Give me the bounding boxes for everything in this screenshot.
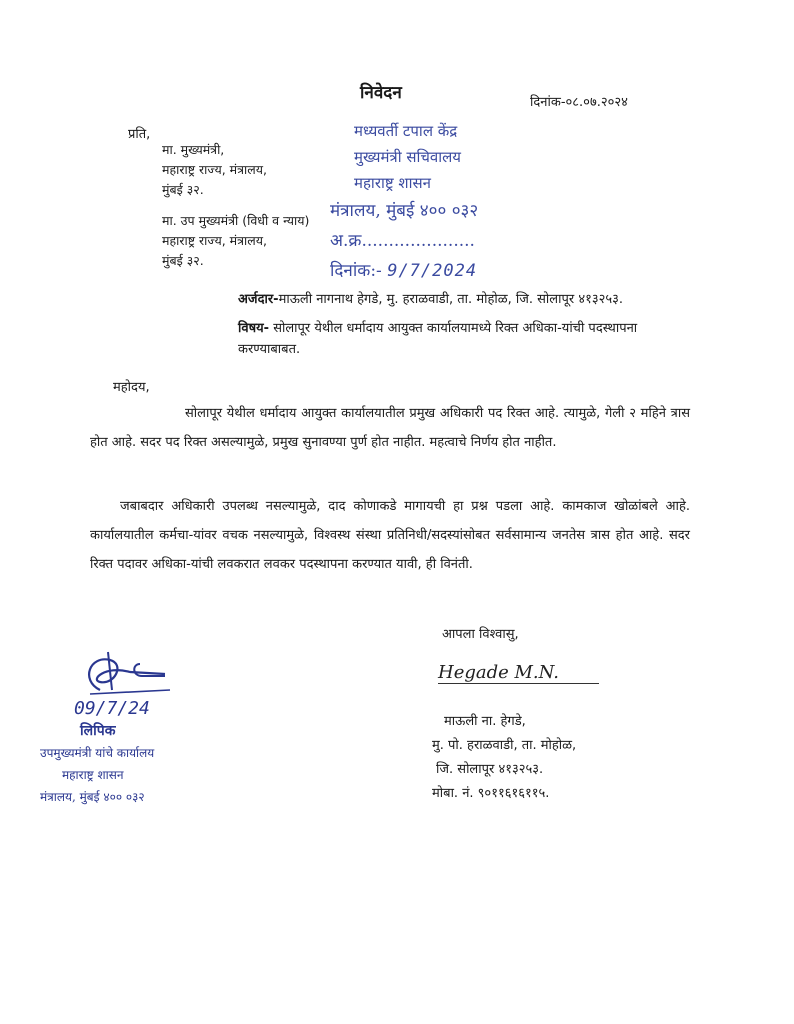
address-line: मुंबई ३२. <box>162 182 204 197</box>
recipient-chief-minister <box>162 140 267 200</box>
sender-line: मु. पो. हराळवाडी, ता. मोहोळ, <box>432 738 577 753</box>
stamp-date-label: दिनांक:- <box>330 261 382 281</box>
sender-line: माऊली ना. हेगडे, <box>444 714 526 729</box>
stamp-line: महाराष्ट्र शासन <box>354 174 431 192</box>
address-line: मुंबई ३२. <box>162 253 204 268</box>
stamp-inward-no: अ.क्र..................... <box>330 231 475 251</box>
office-stamp-date: 09/7/24 <box>74 698 150 719</box>
letter-title: निवेदन <box>360 83 402 103</box>
office-receipt-stamp <box>40 650 180 808</box>
stamp-date <box>330 256 478 286</box>
office-stamp-title: लिपिक <box>80 723 116 739</box>
applicant-label: अर्जदार- <box>238 292 279 307</box>
applicant-value: माऊली नागनाथ हेगडे, मु. हराळवाडी, ता. मोहोळ, जि. सोलापूर ४१३२५३. <box>278 292 624 307</box>
body-paragraph-2: जबाबदार अधिकारी उपलब्ध नसल्यामुळे, दाद कोणाकडे मागायची हा प्रश्न पडला आहे. कामकाज खोळांबले आहे. कार्यालयातील कर्मचा-यांवर वचक नसल्यामुळे, विश्वस्थ संस्था प्रतिनिधी/सदस्यांसोबत सर्वसामान्य जनतेस त्रास होत आहे. सदर रिक्त पदावर अधिका-यांची लवकरात लवकर पदस्थापना करण्यात यावी, ही विनंती. <box>90 499 690 572</box>
sender-line: जि. सोलापूर ४१३२५३. <box>436 762 544 777</box>
stamp-line: मध्यवर्ती टपाल केंद्र <box>354 122 458 140</box>
letter-date: दिनांक-०८.०७.२०२४ <box>530 95 628 110</box>
stamp-address: मंत्रालय, मुंबई ४०० ०३२ <box>330 201 479 221</box>
stamp-line: मुख्यमंत्री सचिवालय <box>354 148 461 166</box>
office-stamp-line: उपमुख्यमंत्री यांचे कार्यालय <box>40 746 155 760</box>
subject-label: विषय- <box>238 321 270 336</box>
recipient-deputy-chief-minister <box>162 211 309 271</box>
sender-address <box>432 710 576 806</box>
office-stamp-line: महाराष्ट्र शासन <box>62 768 124 782</box>
stamp-date-value: 9/7/2024 <box>387 261 478 281</box>
address-line: मा. उप मुख्यमंत्री (विधी व न्याय) <box>162 213 310 228</box>
address-line: महाराष्ट्र राज्य, मंत्रालय, <box>162 162 267 177</box>
body-paragraph-1: सोलापूर येथील धर्मादाय आयुक्त कार्यालयातील प्रमुख अधिकारी पद रिक्त आहे. त्यामुळे, गेली २ महिने त्रास होत आहे. सदर पद रिक्त असल्यामुळे, प्रमुख सुनावण्या पुर्ण होत नाहीत. महत्वाचे निर्णय होत नाहीत. <box>90 406 690 450</box>
recipient-prefix: प्रति, <box>128 127 151 142</box>
handwritten-signature: Hegade M.N. <box>438 662 599 684</box>
subject-line <box>238 318 658 360</box>
address-line: महाराष्ट्र राज्य, मंत्रालय, <box>162 233 267 248</box>
subject-value: सोलापूर येथील धर्मादाय आयुक्त कार्यालयामध्ये रिक्त अधिका-यांची पदस्थापना करण्याबाबत. <box>238 321 638 357</box>
applicant-line <box>238 289 623 307</box>
salutation: महोदय, <box>113 380 150 395</box>
initials-scribble-icon <box>70 650 180 698</box>
closing-text: आपला विश्वासु, <box>442 627 519 642</box>
sender-line: मोबा. नं. ९०११६१६११५. <box>432 786 550 801</box>
address-line: मा. मुख्यमंत्री, <box>162 142 225 157</box>
office-stamp-line: मंत्रालय, मुंबई ४०० ०३२ <box>40 790 145 804</box>
